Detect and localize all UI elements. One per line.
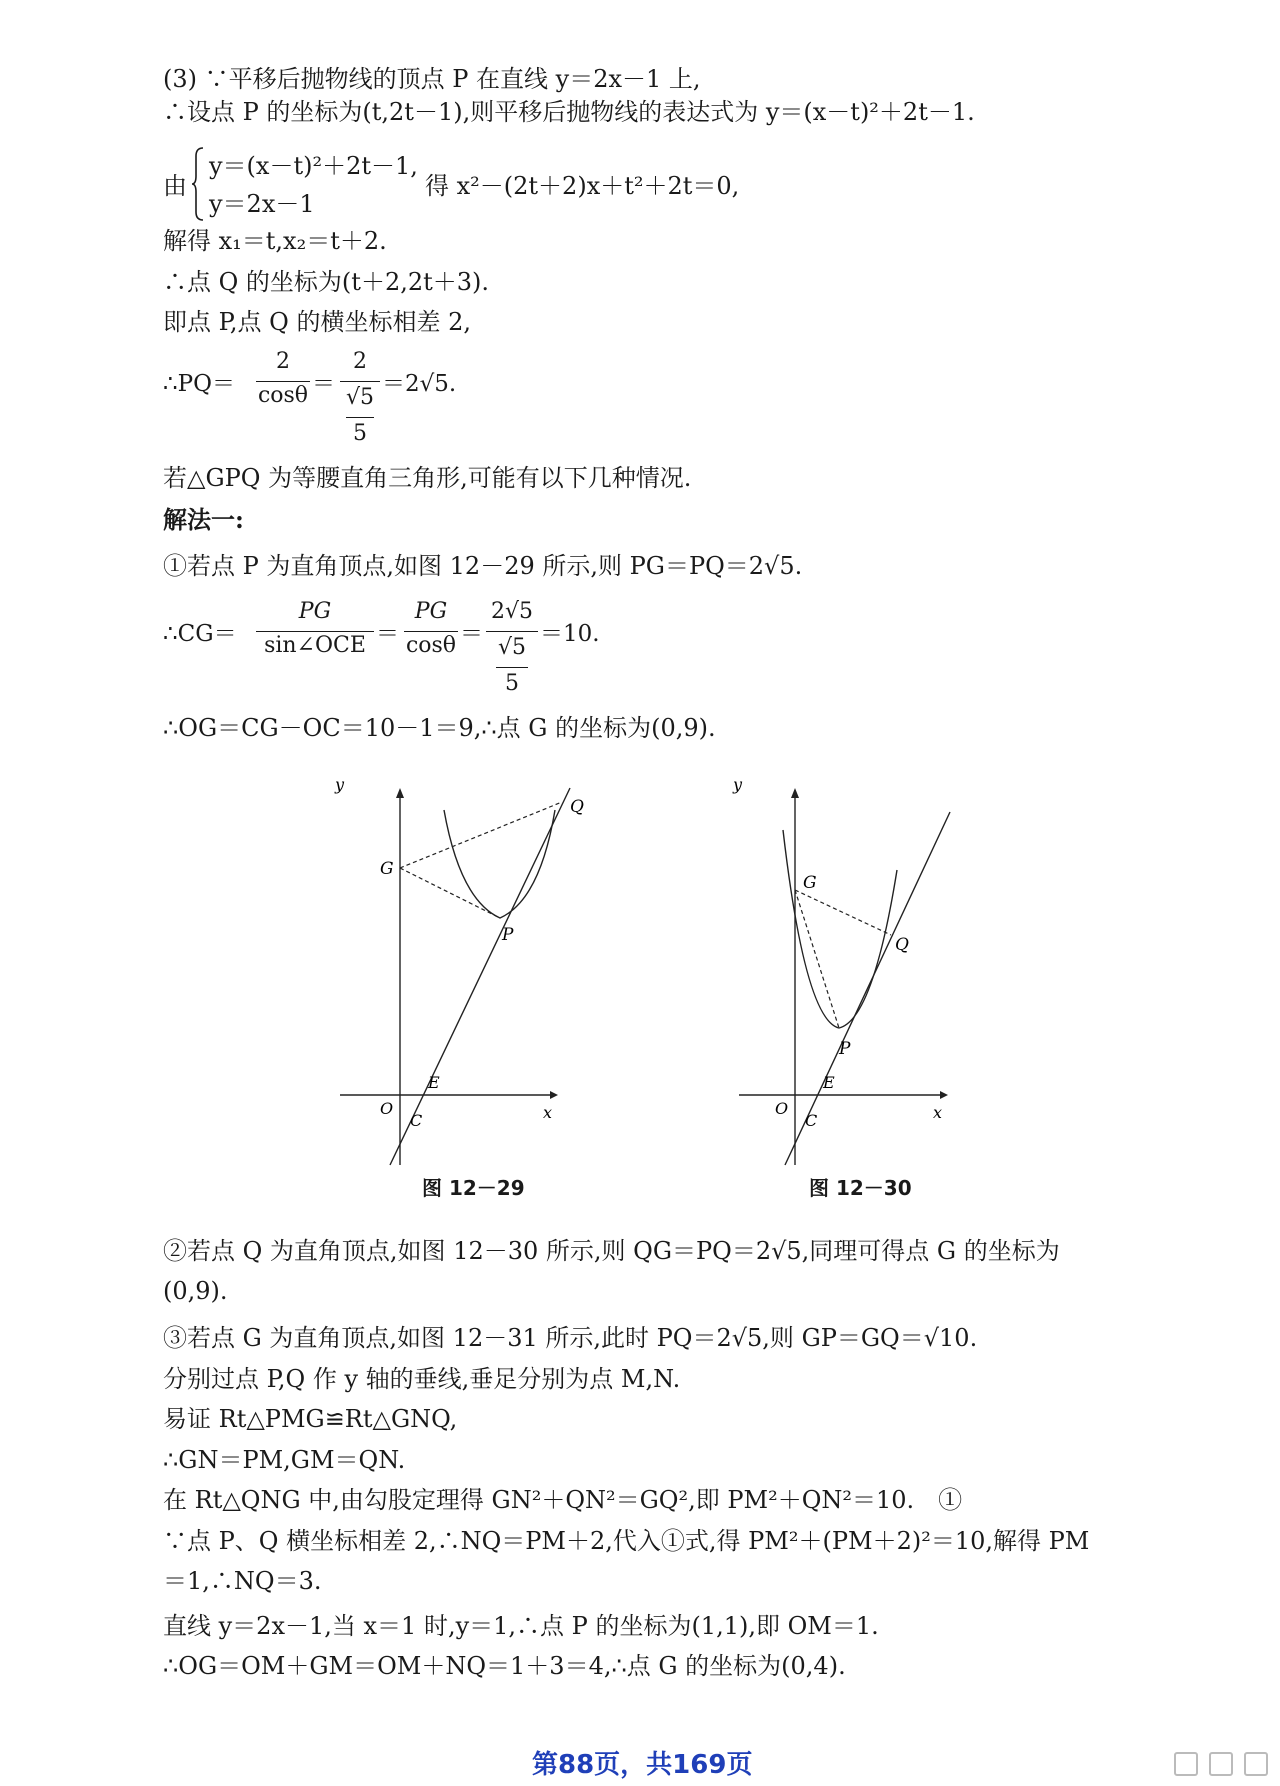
label-y: y: [733, 775, 743, 794]
eq-pq-equals: ＝: [312, 371, 335, 397]
text-line-17: ∴GN＝PM,GM＝QN.: [163, 1446, 406, 1474]
eq-cg-result: ＝10.: [540, 621, 600, 647]
fraction-numerator: PG: [414, 599, 448, 624]
label-o: O: [380, 1099, 394, 1118]
eq-cg-fraction-1: [256, 599, 374, 663]
eq-cg-equals-1: ＝: [376, 621, 399, 647]
dashed-gq: [400, 802, 562, 868]
label-q: Q: [895, 935, 909, 955]
label-y: y: [335, 775, 345, 794]
text-line-10: ①若点 P 为直角顶点,如图 12－29 所示,则 PG＝PQ＝2√5.: [163, 552, 803, 580]
fit-page-icon[interactable]: [1244, 1752, 1268, 1776]
text-line-21: ∴OG＝OM＋GM＝OM＋NQ＝1＋3＝4,∴点 G 的坐标为(0,4).: [163, 1652, 846, 1680]
fraction-numerator: 2: [276, 349, 290, 374]
x-axis-arrow-icon: [550, 1091, 558, 1099]
eq-cg-lhs: ∴CG＝: [163, 621, 237, 647]
eq-pq-result: ＝2√5.: [382, 371, 457, 397]
text-line-8: 若△GPQ 为等腰直角三角形,可能有以下几种情况.: [163, 464, 692, 492]
text-line-15: 分别过点 P,Q 作 y 轴的垂线,垂足分别为点 M,N.: [163, 1365, 681, 1393]
fraction-denominator-numerator: √5: [497, 635, 526, 660]
text-line-4: 解得 x₁＝t,x₂＝t＋2.: [163, 227, 387, 255]
eq-pq-fraction-1: [256, 349, 310, 413]
brace-icon: [191, 146, 205, 222]
system-row-1: y＝(x－t)²＋2t－1,: [209, 152, 418, 180]
text-line-16: 易证 Rt△PMG≌Rt△GNQ,: [163, 1405, 458, 1433]
page-footer: [0, 1738, 1280, 1786]
parabola: [444, 810, 555, 918]
fraction-denominator-denominator: 5: [505, 671, 519, 696]
eq-cg-fraction-2: [404, 599, 458, 663]
system-prefix: 由: [163, 172, 187, 200]
eq-pq-lhs: ∴PQ＝: [163, 371, 235, 397]
label-e: E: [428, 1073, 440, 1092]
label-c: C: [410, 1111, 423, 1130]
equation-system: [163, 146, 943, 222]
label-x: x: [933, 1103, 943, 1122]
label-e: E: [823, 1073, 835, 1092]
y-axis-arrow-icon: [396, 788, 404, 798]
y-axis-arrow-icon: [791, 788, 799, 798]
figure-12-29: [330, 770, 590, 1200]
dashed-gq: [795, 890, 891, 935]
eq-cg-fraction-3: [486, 599, 538, 703]
figure-12-30: [733, 770, 965, 1200]
text-line-6: 即点 P,点 Q 的横坐标相差 2,: [163, 308, 472, 336]
fraction-denominator-numerator: √5: [345, 385, 374, 410]
prev-page-icon[interactable]: [1174, 1752, 1198, 1776]
text-line-5: ∴点 Q 的坐标为(t＋2,2t＋3).: [163, 268, 490, 296]
text-line-14: ③若点 G 为直角顶点,如图 12－31 所示,此时 PQ＝2√5,则 GP＝GQ＝√10.: [163, 1324, 978, 1352]
text-line-13b: (0,9).: [163, 1277, 228, 1305]
fraction-numerator: 2√5: [490, 599, 533, 624]
dashed-gp: [795, 890, 839, 1028]
next-page-icon[interactable]: [1209, 1752, 1233, 1776]
label-q: Q: [570, 797, 584, 817]
eq-cg-equals-2: ＝: [460, 621, 483, 647]
page-nav: [1168, 1752, 1268, 1780]
label-g: G: [380, 859, 394, 879]
text-line-20: 直线 y＝2x－1,当 x＝1 时,y＝1,∴点 P 的坐标为(1,1),即 OM＝1.: [163, 1612, 879, 1640]
text-line-19a: ∵点 P、Q 横坐标相差 2,∴NQ＝PM＋2,代入①式,得 PM²＋(PM＋2)²＝10,解得 PM: [163, 1527, 1090, 1555]
fraction-numerator: 2: [353, 349, 367, 374]
figure-12-30-diagram: [735, 770, 965, 1190]
figure-caption: 图 12－30: [809, 1176, 912, 1200]
fraction-numerator: PG: [298, 599, 332, 624]
page-indicator: 第88页，共169页: [532, 1750, 753, 1780]
label-p: P: [839, 1039, 851, 1059]
parabola: [783, 830, 897, 1028]
text-line-12: ∴OG＝CG－OC＝10－1＝9,∴点 G 的坐标为(0,9).: [163, 714, 716, 742]
text-line-19b: ＝1,∴NQ＝3.: [163, 1567, 322, 1595]
text-line-18: 在 Rt△QNG 中,由勾股定理得 GN²＋QN²＝GQ²,即 PM²＋QN²＝10. ①: [163, 1486, 963, 1514]
label-o: O: [775, 1099, 789, 1118]
label-p: P: [502, 925, 514, 945]
eq-pq-fraction-2: [340, 349, 380, 453]
figure-caption: 图 12－29: [422, 1176, 525, 1200]
system-result: 得 x²－(2t＋2)x＋t²＋2t＝0,: [425, 172, 740, 200]
text-line-1: (3) ∵平移后抛物线的顶点 P 在直线 y＝2x－1 上,: [163, 65, 701, 93]
method-heading: 解法一:: [163, 505, 244, 534]
label-c: C: [805, 1111, 818, 1130]
text-line-2: ∴设点 P 的坐标为(t,2t－1),则平移后抛物线的表达式为 y＝(x－t)²＋2t－1.: [163, 98, 975, 126]
label-g: G: [803, 873, 817, 893]
fraction-denominator-denominator: 5: [353, 421, 367, 446]
fraction-denominator: cosθ: [405, 633, 457, 658]
dashed-gp: [400, 868, 500, 918]
label-x: x: [543, 1103, 553, 1122]
x-axis-arrow-icon: [940, 1091, 948, 1099]
figure-12-29-diagram: [330, 770, 590, 1190]
system-row-2: y＝2x－1: [209, 190, 315, 218]
text-line-13a: ②若点 Q 为直角顶点,如图 12－30 所示,则 QG＝PQ＝2√5,同理可得点 G 的坐标为: [163, 1237, 1060, 1265]
fraction-denominator: sin∠OCE: [264, 633, 366, 658]
fraction-denominator: cosθ: [257, 383, 309, 408]
